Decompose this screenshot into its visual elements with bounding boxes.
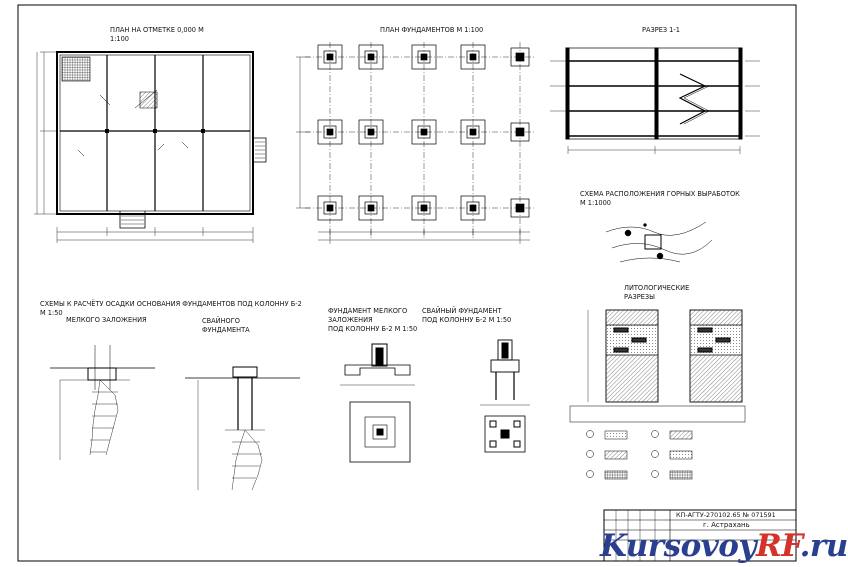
shallow-foundation-detail: [340, 344, 415, 462]
shallow-foundation-title-line1: ФУНДАМЕНТ МЕЛКОГО: [328, 307, 408, 315]
settlement-title-line1: СХЕМЫ К РАСЧЁТУ ОСАДКИ ОСНОВАНИЯ ФУНДАМЕНТОВ ПОД КОЛОННУ Б-2: [40, 300, 302, 308]
mine-scheme-title: СХЕМА РАСПОЛОЖЕНИЯ ГОРНЫХ ВЫРАБОТОК: [580, 190, 740, 198]
watermark-main: Kursovoy: [600, 528, 756, 564]
watermark-accent: RF: [755, 528, 800, 564]
litho-title-line1: ЛИТОЛОГИЧЕСКИЕ: [624, 284, 690, 292]
floor-plan: [34, 52, 266, 243]
settlement-title-line2: М 1:50: [40, 309, 63, 317]
floor-plan-scale: 1:100: [110, 35, 130, 43]
foundation-plan-title: ПЛАН ФУНДАМЕНТОВ М 1:100: [380, 26, 484, 34]
foundation-plan: [296, 42, 535, 244]
settlement-pile-label-line2: ФУНДАМЕНТА: [202, 326, 250, 334]
section-1-1: [550, 48, 760, 154]
litho-sections: [570, 310, 745, 479]
pile-foundation-title-line2: ПОД КОЛОННУ Б-2 М 1:50: [422, 316, 512, 324]
mine-scheme-scale: М 1:1000: [580, 199, 611, 207]
shallow-foundation-title-line2: ЗАЛОЖЕНИЯ: [328, 316, 373, 324]
settlement-schemes: [50, 345, 300, 490]
litho-title-line2: РАЗРЕЗЫ: [624, 293, 655, 301]
settlement-shallow-label: МЕЛКОГО ЗАЛОЖЕНИЯ: [66, 316, 147, 324]
pile-foundation-title-line1: СВАЙНЫЙ ФУНДАМЕНТ: [422, 307, 502, 315]
title-block-code: КП-АГТУ-270102.65 № 071591: [676, 511, 776, 519]
title-block-city: г. Астрахань: [703, 521, 750, 529]
pile-foundation-detail: [480, 340, 530, 452]
settlement-pile-label-line1: СВАЙНОГО: [202, 317, 240, 325]
floor-plan-title: ПЛАН НА ОТМЕТКЕ 0,000 М: [110, 26, 204, 34]
watermark-logo: [600, 528, 848, 564]
watermark-suffix: .ru: [799, 528, 848, 564]
shallow-foundation-title-line3: ПОД КОЛОННУ Б-2 М 1:50: [328, 325, 418, 333]
mine-scheme: [606, 222, 712, 262]
section-title: РАЗРЕЗ 1-1: [642, 26, 680, 34]
